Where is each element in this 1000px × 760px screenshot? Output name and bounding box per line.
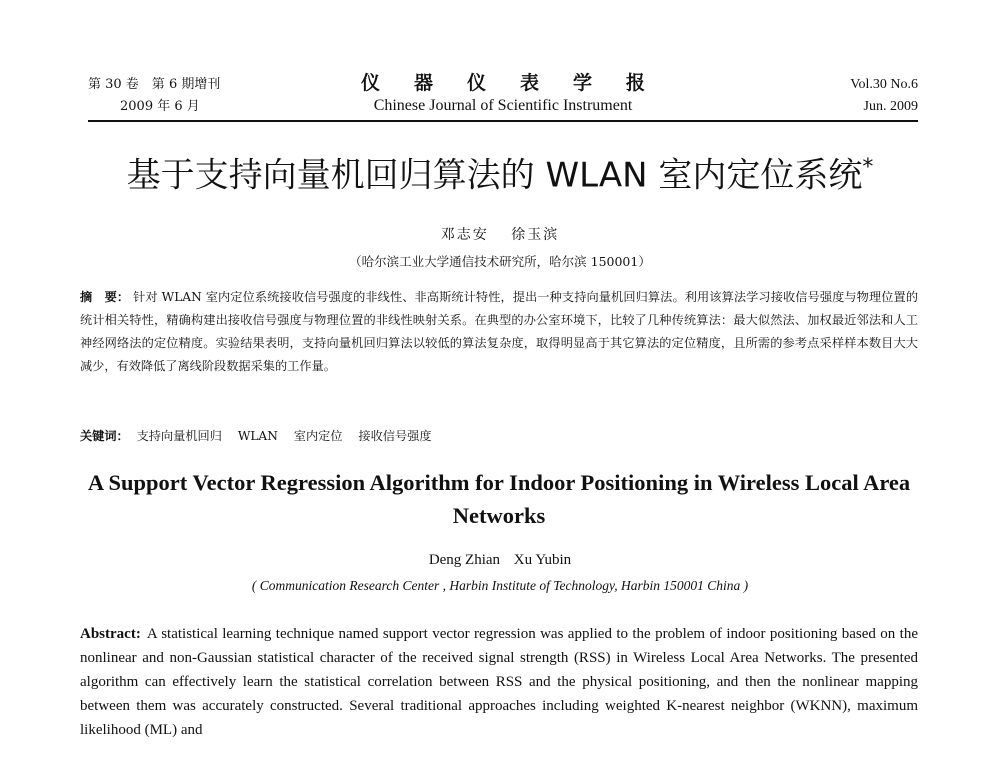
journal-name-cn: 仪器仪表学报 (360, 72, 679, 94)
journal-header (88, 70, 918, 120)
abstract-en-text: A statistical learning technique named support vector regression was applied to the problem of indoor positioning based on the nonlinear and non-Gaussian statistical character of the received signal strength (RSS) in Wireless Local Area Networks. The presented algorithm can effectively learn the statistical correlation between RSS and the physical positioning, and then the nonlinear mapping between them was accurately constructed. Several traditional approaches including weighted K-nearest neighbor (WKNN), maximum likelihood (ML) and (80, 626, 918, 738)
abstract-en (80, 622, 918, 742)
keyword: WLAN (237, 429, 278, 443)
title-en: A Support Vector Regression Algorithm for Indoor Positioning in Wireless Local Area Networks (87, 470, 911, 528)
title-footnote-mark: * (862, 155, 874, 180)
abstract-en-label: Abstract: (80, 626, 141, 642)
abstract-cn-label: 摘 要： (80, 290, 130, 304)
authors-en (0, 552, 1000, 569)
authors-cn (0, 224, 1000, 244)
affiliation-en: ( Communication Research Center , Harbin Institute of Technology, Harbin 150001 China ) (251, 578, 749, 593)
header-divider (88, 120, 918, 122)
header-center (88, 70, 918, 116)
volume-issue-cn: 第 30 卷 第 6 期增刊 (88, 77, 221, 92)
header-right (850, 74, 918, 118)
affiliation-cn: （哈尔滨工业大学通信技术研究所，哈尔滨 150001） (349, 254, 651, 269)
date-en: Jun. 2009 (863, 99, 918, 114)
keywords-cn (80, 425, 918, 447)
abstract-cn (80, 286, 918, 378)
abstract-cn-text: 针对 WLAN 室内定位系统接收信号强度的非线性、非高斯统计特性，提出一种支持向量机回归算法。利用该算法学习接收信号强度与物理位置的统计相关特性，精确构建出接收信号强度与物理位置的非线性映射关系。在典型的办公室环境下，比较了几种传统算法：最大似然法、加权最近邻法和人工神经网络法的定位精度。实验结果表明，支持向量机回归算法以较低的算法复杂度，取得明显高于其它算法的定位精度，且所需的参考点采样样本数目大大减少，有效降低了离线阶段数据采集的工作量。 (80, 290, 919, 373)
keyword: 接收信号强度 (358, 429, 432, 443)
keyword: 支持向量机回归 (136, 429, 222, 443)
volume-en: Vol.30 No.6 (850, 77, 918, 92)
author-cn: 邓志安 (440, 227, 489, 243)
title-cn-text: 基于支持向量机回归算法的 WLAN 室内定位系统 (126, 155, 863, 196)
journal-name-en: Chinese Journal of Scientific Instrument (373, 97, 633, 114)
author-en: Deng Zhian (428, 552, 501, 568)
title-cn (0, 146, 1000, 197)
date-cn: 2009 年 6 月 (120, 99, 200, 114)
keywords-cn-label: 关键词： (80, 429, 129, 443)
keyword: 室内定位 (293, 429, 343, 443)
author-cn: 徐玉滨 (511, 227, 560, 243)
author-en: Xu Yubin (513, 552, 572, 568)
